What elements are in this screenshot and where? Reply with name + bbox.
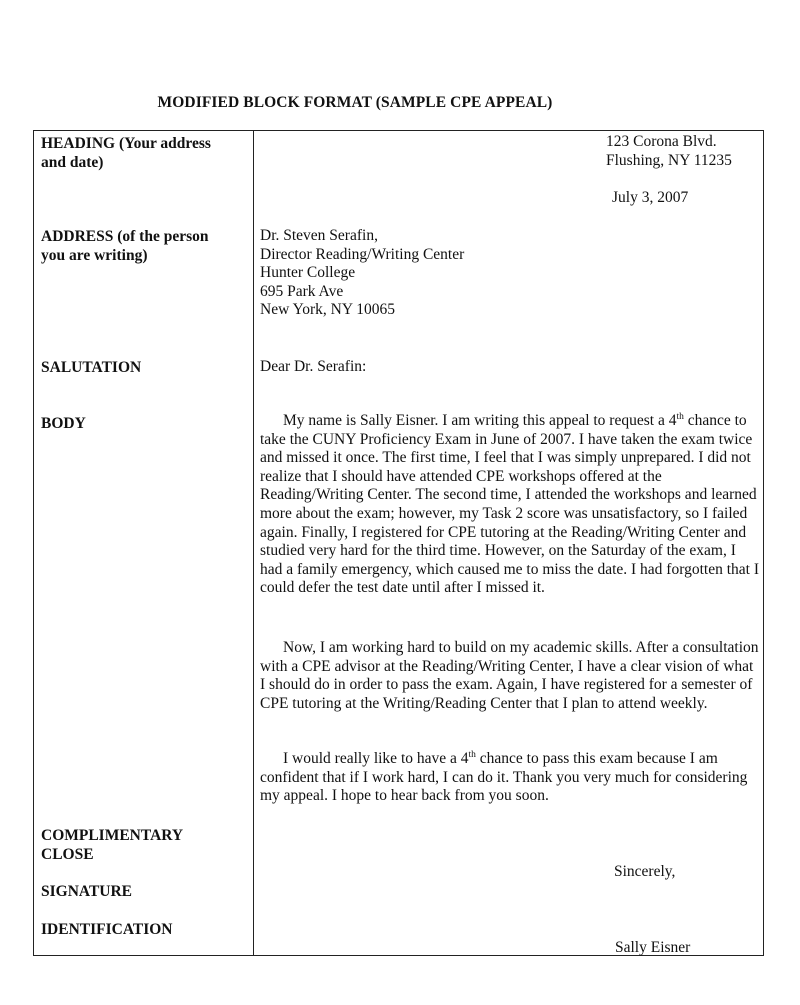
label-salutation: SALUTATION <box>41 359 142 376</box>
label-complimentary-close: COMPLIMENTARY CLOSE <box>41 827 184 863</box>
identification-name: Sally Eisner <box>615 939 691 956</box>
label-address: ADDRESS (of the person you are writing) <box>41 228 209 264</box>
label-heading: HEADING (Your address and date) <box>41 135 211 171</box>
label-body: BODY <box>41 415 86 432</box>
letter-format-table <box>33 130 764 956</box>
recipient-address: Dr. Steven Serafin, Director Reading/Writing Center Hunter College 695 Park Ave New York, NY 10065 <box>260 227 465 319</box>
salutation: Dear Dr. Serafin: <box>260 358 367 375</box>
body-paragraph-1: My name is Sally Eisner. I am writing this appeal to request a 4th chance to take the CUNY Proficiency Exam in June of 2007. I have taken the exam twice and missed it once. The first time, I feel that I was simply unprepared. I did not realize that I should have attended CPE workshops offered at the Reading/Writing Center. The second time, I attended the workshops and learned more about the exam; however, my Task 2 score was unsatisfactory, so I failed again. Finally, I registered for CPE tutoring at the Reading/Writing Center and studied very hard for the third time. However, on the Saturday of the exam, I had a family emergency, which caused me to miss the date. I had forgotten that I could defer the test date until after I missed it. <box>260 412 759 597</box>
sender-address-line2: Flushing, NY 11235 <box>606 152 732 169</box>
label-identification: IDENTIFICATION <box>41 921 173 938</box>
column-divider <box>253 131 254 955</box>
complimentary-close: Sincerely, <box>614 863 676 880</box>
body-paragraph-3: I would really like to have a 4th chance to pass this exam because I am confident that if I work hard, I can do it. Thank you very much for considering my appeal. I hope to hear back from you soon. <box>260 750 748 805</box>
letter-date: July 3, 2007 <box>612 189 689 206</box>
label-signature: SIGNATURE <box>41 883 133 900</box>
body-paragraph-2: Now, I am working hard to build on my academic skills. After a consultation with a CPE advisor at the Reading/Writing Center, I have a clear vision of what I should do in order to pass the exam. Again, I have registered for a semester of CPE tutoring at the Writing/Reading Center that I plan to attend weekly. <box>260 639 759 712</box>
page-title: MODIFIED BLOCK FORMAT (SAMPLE CPE APPEAL) <box>157 94 553 111</box>
sender-address-line1: 123 Corona Blvd. <box>606 133 717 150</box>
